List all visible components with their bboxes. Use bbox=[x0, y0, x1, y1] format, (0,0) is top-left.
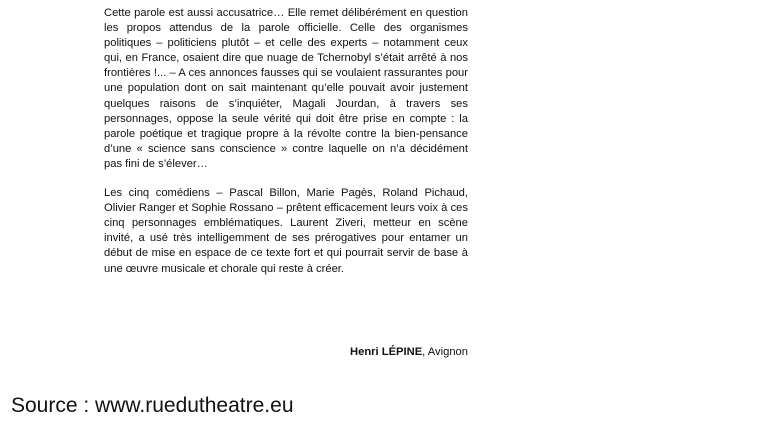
article-paragraph-2: Les cinq comédiens – Pascal Billon, Marie Pagès, Roland Pichaud, Olivier Ranger et Sophie Rossano – prêtent efficacement leurs voix à ces cinq personnages emblématiques. Laurent Ziveri, metteur en scène invité, a usé très intelligemment de ses prérogatives pour entamer un début de mise en espace de ce texte fort et qui pourrait servir de base à une œuvre musicale et chorale qui reste à créer. bbox=[104, 187, 468, 275]
source-caption: Source : www.ruedutheatre.eu bbox=[11, 394, 294, 417]
signature-author: Henri LÉPINE bbox=[350, 346, 423, 358]
article-body bbox=[104, 6, 468, 291]
article-paragraph-1: Cette parole est aussi accusatrice… Elle remet délibérément en question les propos attendus de la parole officielle. Celle des organismes politiques – politiciens plutôt – et celle des experts – notamment ceux qui, en France, osaient dire que nuage de Tchernobyl s’était arrêté à nos frontières !... – A ces annonces fausses qui se voulaient rassurantes pour une population dont on sait maintenant qu’elle pouvait avoir justement quelques raisons de s’inquiéter, Magali Jourdan, à travers ses personnages, oppose la seule vérité qui doit être prise en compte : la parole poétique et tragique propre à la révolte contre la bien-pensance d’une « science sans conscience » contre laquelle on n’a décidément pas fini de s’élever… bbox=[104, 7, 468, 170]
signature-location: , Avignon bbox=[422, 346, 468, 358]
article-signature bbox=[104, 346, 468, 358]
